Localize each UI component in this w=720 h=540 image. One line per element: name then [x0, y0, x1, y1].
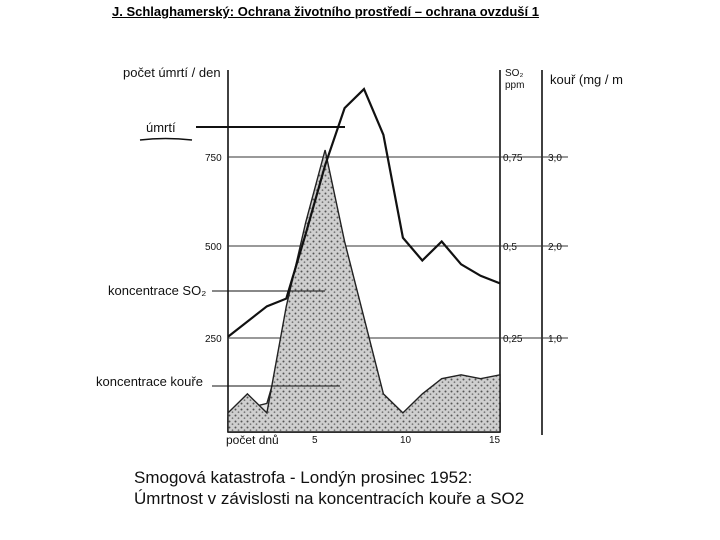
y-left-tick: 250	[205, 334, 222, 345]
y-left-axis-title: počet úmrtí / den	[123, 65, 221, 80]
so2-axis-title-top: SO₂	[505, 68, 524, 79]
smoke-tick: 3,0	[548, 153, 562, 164]
x-tick: 5	[312, 435, 318, 446]
smoke-tick: 2,0	[548, 242, 562, 253]
deaths-annotation: úmrtí	[146, 120, 176, 135]
so2-tick: 0,5	[503, 242, 517, 253]
so2-tick: 0,25	[503, 334, 523, 345]
so2-tick: 0,75	[503, 153, 523, 164]
y-left-tick: 500	[205, 242, 222, 253]
so2-axis-title-bottom: ppm	[505, 80, 525, 91]
page-header: J. Schlaghamerský: Ochrana životního prostředí – ochrana ovzduší 1	[112, 4, 539, 19]
x-tick: 15	[489, 435, 501, 446]
so2-annotation: koncentrace SO₂	[108, 283, 207, 298]
caption-line-2: Úmrtnost v závislosti na koncentracích kouře a SO2	[134, 489, 525, 508]
smoke-tick: 1,0	[548, 334, 562, 345]
y-left-tick: 750	[205, 153, 222, 164]
deaths-underline	[140, 139, 192, 141]
caption-line-1: Smogová katastrofa - Londýn prosinec 1952:	[134, 468, 473, 487]
x-axis-title: počet dnů	[226, 433, 279, 447]
smoke-annotation: koncentrace kouře	[96, 374, 203, 389]
x-tick: 10	[400, 435, 412, 446]
smoke-axis-title: kouř (mg / m	[550, 72, 623, 87]
